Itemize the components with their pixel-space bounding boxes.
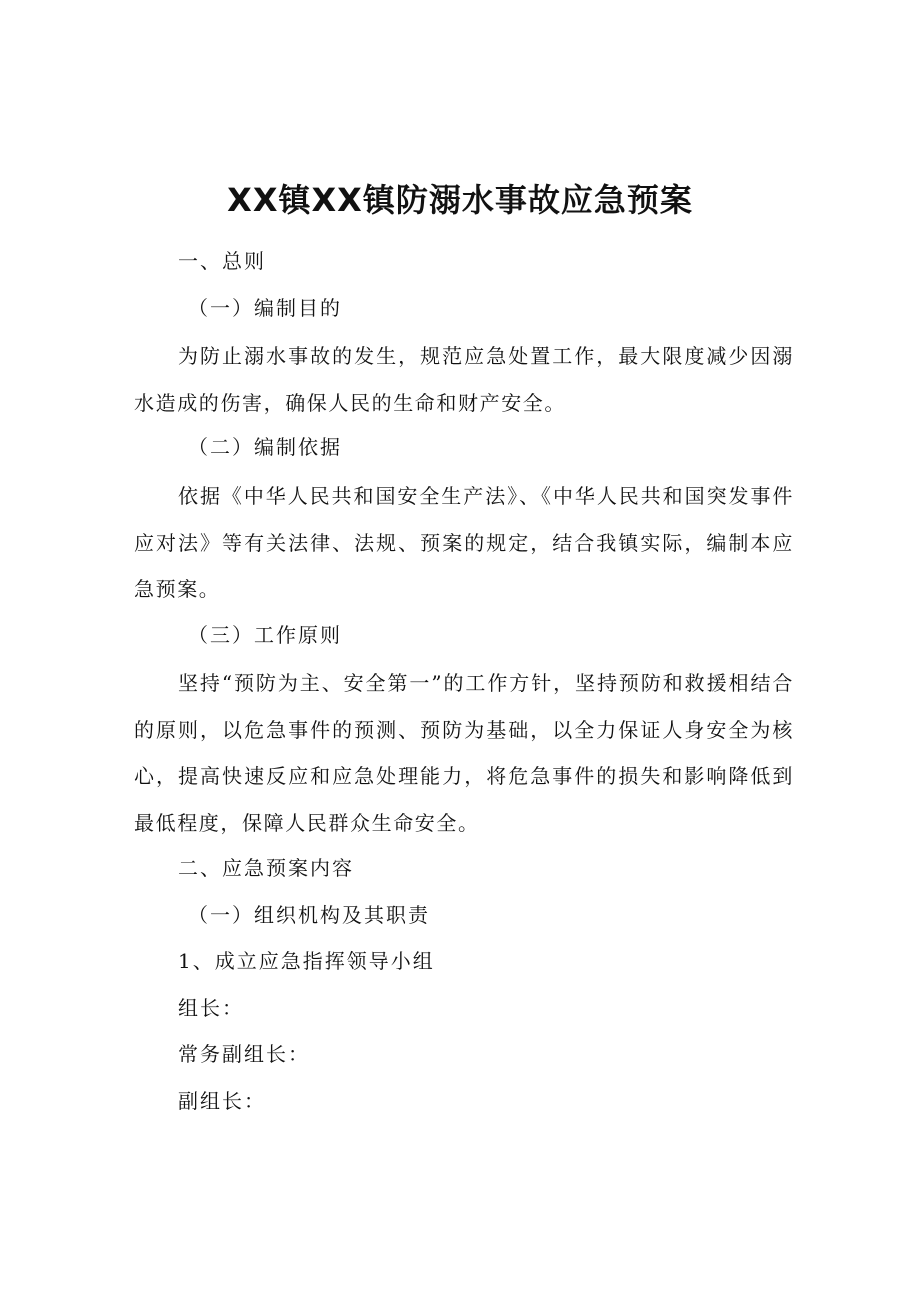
section-2-heading: 二、应急预案内容 — [178, 856, 354, 880]
executive-deputy-label: 常务副组长： — [178, 1042, 310, 1066]
section-1-1-text: 为防止溺水事故的发生，规范应急处置工作，最大限度减少因溺水造成的伤害，确保人民的生命和财产安全。 — [134, 344, 794, 415]
section-1-1-heading: （一）编制目的 — [188, 296, 342, 320]
section-1-heading: 一、总则 — [178, 249, 266, 273]
deputy-label: 副组长： — [178, 1089, 266, 1113]
section-1-2-heading: （二）编制依据 — [188, 435, 342, 459]
document-title: XX镇XX镇防溺水事故应急预案 — [227, 181, 693, 219]
section-1-3-text: 坚持“预防为主、安全第一”的工作方针，坚持预防和救援相结合的原则，以危急事件的预测、预防为基础，以全力保证人身安全为核心，提高快速反应和应急处理能力，将危急事件的损失和影响降低到最低程度，保障人民群众生命安全。 — [134, 671, 794, 835]
list-item-1: 1、成立应急指挥领导小组 — [178, 949, 435, 973]
section-2-1-heading: （一）组织机构及其职责 — [188, 903, 430, 927]
leader-label: 组长： — [178, 996, 244, 1020]
section-1-3-heading: （三）工作原则 — [188, 623, 342, 647]
section-1-2-text: 依据《中华人民共和国安全生产法》、《中华人民共和国突发事件应对法》等有关法律、法规、预案的规定，结合我镇实际，编制本应急预案。 — [134, 484, 794, 601]
